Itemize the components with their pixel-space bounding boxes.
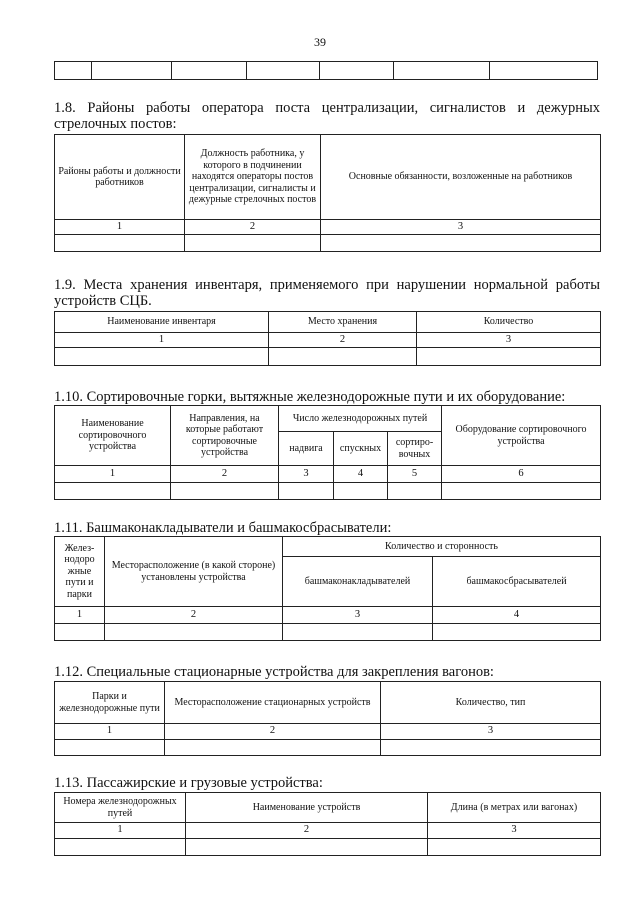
table-1-10 xyxy=(54,405,601,500)
table-1-13 xyxy=(54,792,601,856)
subheader-cell: спускных xyxy=(334,432,388,466)
header-cell: Наименование устройств xyxy=(186,793,428,823)
column-number: 5 xyxy=(388,466,442,483)
column-number: 2 xyxy=(165,724,381,740)
header-cell: Наименование инвентаря xyxy=(55,312,269,333)
subheader-cell: надвига xyxy=(279,432,334,466)
header-cell: Месторасположение стационарных устройств xyxy=(165,682,381,724)
column-number: 2 xyxy=(185,220,321,235)
header-cell: Место хранения xyxy=(269,312,417,333)
column-number: 2 xyxy=(171,466,279,483)
table-1-11 xyxy=(54,536,601,641)
column-number: 3 xyxy=(428,823,601,839)
column-number: 6 xyxy=(442,466,601,483)
subheader-cell: сортиро-вочных xyxy=(388,432,442,466)
column-number: 3 xyxy=(279,466,334,483)
column-number: 3 xyxy=(283,607,433,624)
table-1-9 xyxy=(54,311,601,366)
section-1-9-heading: 1.9. Места хранения инвентаря, применяемого при нарушении нормальной работы устройств СЦБ. xyxy=(54,277,600,309)
column-number: 2 xyxy=(105,607,283,624)
column-number: 4 xyxy=(433,607,601,624)
column-number: 1 xyxy=(55,823,186,839)
header-cell: Оборудование сортировочного устройства xyxy=(442,406,601,466)
header-cell: Месторасположение (в какой стороне) установлены устройства xyxy=(105,537,283,607)
header-cell: Должность работника, у которого в подчинении находятся операторы постов централизации, сигналисты и дежурные стрелочных постов xyxy=(185,135,321,220)
section-1-8-heading: 1.8. Районы работы оператора поста централизации, сигналистов и дежурных стрелочных постов: xyxy=(54,100,600,132)
column-number: 3 xyxy=(381,724,601,740)
column-number: 4 xyxy=(334,466,388,483)
section-1-10-heading: 1.10. Сортировочные горки, вытяжные железнодорожные пути и их оборудование: xyxy=(54,389,566,405)
section-1-12-heading: 1.12. Специальные стационарные устройства для закрепления вагонов: xyxy=(54,664,494,680)
column-number: 2 xyxy=(186,823,428,839)
column-number: 2 xyxy=(269,333,417,348)
column-number: 1 xyxy=(55,220,185,235)
header-cell: Основные обязанности, возложенные на работников xyxy=(321,135,601,220)
header-group-cell: Количество и сторонность xyxy=(283,537,601,557)
column-number: 1 xyxy=(55,607,105,624)
column-number: 1 xyxy=(55,466,171,483)
table-1-12 xyxy=(54,681,601,756)
continuation-table xyxy=(54,61,598,80)
header-cell: Парки и железнодорожные пути xyxy=(55,682,165,724)
subheader-cell: башмакосбрасывателей xyxy=(433,557,601,607)
section-1-11-heading: 1.11. Башмаконакладыватели и башмакосбрасыватели: xyxy=(54,520,392,536)
column-number: 3 xyxy=(417,333,601,348)
header-cell: Желез-нодоро жные пути и парки xyxy=(55,537,105,607)
header-cell: Количество xyxy=(417,312,601,333)
header-cell: Направления, на которые работают сортировочные устройства xyxy=(171,406,279,466)
table-1-8 xyxy=(54,134,601,252)
header-cell: Номера железнодорожных путей xyxy=(55,793,186,823)
header-cell: Наименование сортировочного устройства xyxy=(55,406,171,466)
header-cell: Районы работы и должности работников xyxy=(55,135,185,220)
page-number: 39 xyxy=(314,35,326,49)
header-cell: Количество, тип xyxy=(381,682,601,724)
section-1-13-heading: 1.13. Пассажирские и грузовые устройства: xyxy=(54,775,323,791)
column-number: 1 xyxy=(55,333,269,348)
subheader-cell: башмаконакладывателей xyxy=(283,557,433,607)
column-number: 1 xyxy=(55,724,165,740)
header-group-cell: Число железнодорожных путей xyxy=(279,406,442,432)
column-number: 3 xyxy=(321,220,601,235)
header-cell: Длина (в метрах или вагонах) xyxy=(428,793,601,823)
